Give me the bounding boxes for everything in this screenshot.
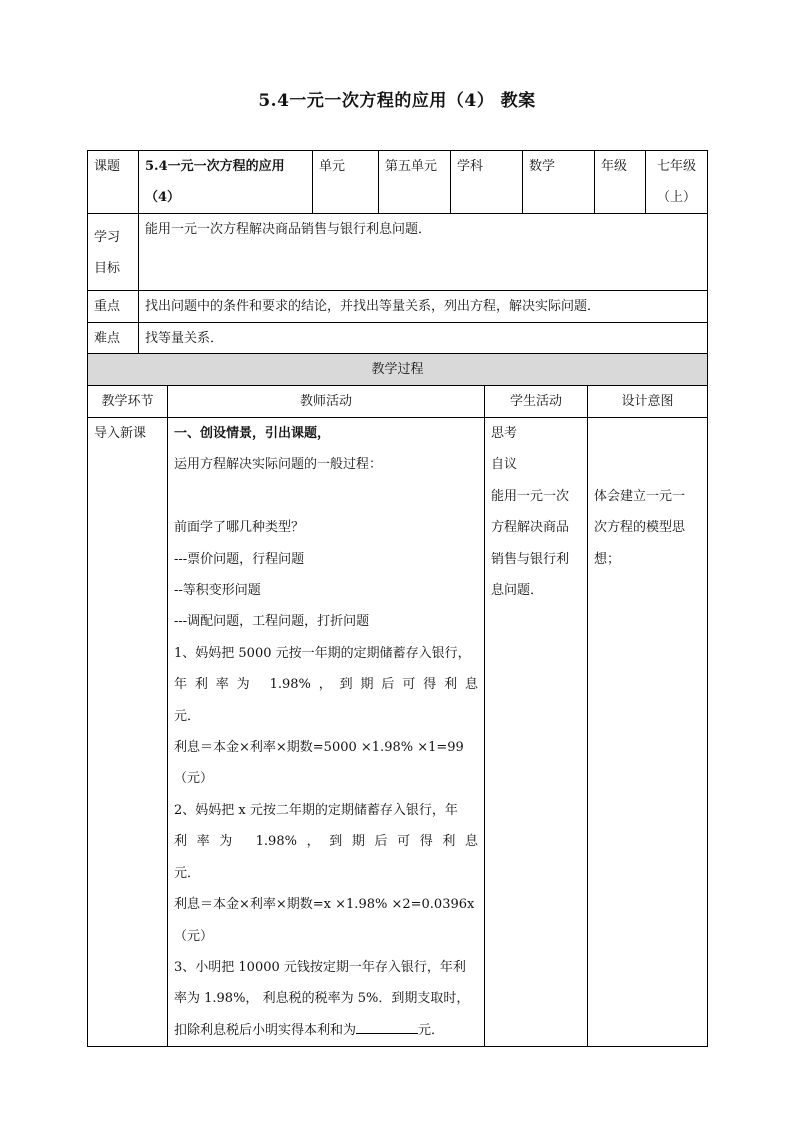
difficulty-label: 难点 xyxy=(88,323,139,355)
question-2: 2、妈妈把 x 元按二年期的定期储蓄存入银行，年 xyxy=(174,802,458,818)
course-value: 5.4一元一次方程的应用 （4） xyxy=(139,151,313,214)
text-line: 方程解决商品 xyxy=(491,520,570,536)
answer-1: 利息＝本金×利率×期数=5000 ×1.98% ×1=99 xyxy=(174,740,464,756)
section-heading: 一、创设情景，引出课题， xyxy=(174,426,331,441)
key-value: 找出问题中的条件和要求的结论，并找出等量关系，列出方程，解决实际问题． xyxy=(139,291,708,323)
text-line: 销售与银行利 xyxy=(491,551,570,567)
empty-line xyxy=(174,481,478,512)
question-2: 元． xyxy=(174,865,201,881)
answer-2: （元） xyxy=(174,928,214,944)
col-header-stage: 教学环节 xyxy=(88,386,168,418)
goal-value: 能用一元一次方程解决商品销售与银行利息问题． xyxy=(139,214,708,291)
key-label: 重点 xyxy=(88,291,139,323)
goal-label: 学习 目标 xyxy=(88,214,139,291)
question-2: 利率为 1.98%，到期后可得利息 xyxy=(174,834,478,850)
question-1: 1、妈妈把 5000 元按一年期的定期储蓄存入银行， xyxy=(174,645,471,661)
question-3: 3、小明把 10000 元钱按定期一年存入银行，年利 xyxy=(174,959,466,975)
text-line: 自议 xyxy=(491,457,518,473)
lesson-info-table xyxy=(87,150,708,355)
text-line: 能用一元一次 xyxy=(491,488,570,504)
answer-2: 利息＝本金×利率×期数=x ×1.98% ×2=0.0396x xyxy=(174,897,475,913)
design-intent xyxy=(588,418,708,1047)
answer-1: （元） xyxy=(174,771,214,787)
subject-value: 数学 xyxy=(523,151,595,214)
text-line: 前面学了哪几种类型？ xyxy=(174,520,305,536)
question-1: 年利率为 1.98%，到期后可得利息 xyxy=(174,677,478,693)
unit-label: 单元 xyxy=(313,151,379,214)
grade-label: 年级 xyxy=(595,151,646,214)
text-line: --等积变形问题 xyxy=(174,583,261,599)
text-line: 息问题． xyxy=(491,583,544,599)
unit-value: 第五单元 xyxy=(379,151,451,214)
stage-cell: 导入新课 xyxy=(88,418,168,1047)
empty-line xyxy=(594,449,701,480)
question-3: 扣除利息税后小明实得本利和为 元． xyxy=(174,1015,478,1046)
page-title: 5.4一元一次方程的应用（4） 教案 xyxy=(258,91,536,111)
col-header-student: 学生活动 xyxy=(485,386,588,418)
text-line: 体会建立一元一 xyxy=(594,488,686,504)
text-line: 运用方程解决实际问题的一般过程： xyxy=(174,457,383,473)
course-label: 课题 xyxy=(88,151,139,214)
col-header-teacher: 教师活动 xyxy=(168,386,485,418)
col-header-design: 设计意图 xyxy=(588,386,708,418)
difficulty-value: 找等量关系． xyxy=(139,323,708,355)
teaching-process-table xyxy=(87,353,708,1047)
process-header: 教学过程 xyxy=(88,354,708,386)
question-3: 率为 1.98%， 利息税的税率为 5%．到期支取时， xyxy=(174,991,470,1007)
text-line: 思考 xyxy=(491,426,518,441)
teacher-activity xyxy=(168,418,485,1047)
empty-line xyxy=(594,418,701,449)
text-line: 次方程的模型思 xyxy=(594,520,686,536)
answer-blank xyxy=(356,1019,418,1034)
subject-label: 学科 xyxy=(451,151,523,214)
student-activity xyxy=(485,418,588,1047)
question-1: 元． xyxy=(174,708,201,724)
text-line: 想； xyxy=(594,551,621,567)
grade-value: 七年级 （上） xyxy=(646,151,708,214)
text-line: ---票价问题，行程问题 xyxy=(174,551,305,567)
text-line: ---调配问题，工程问题，打折问题 xyxy=(174,614,370,630)
